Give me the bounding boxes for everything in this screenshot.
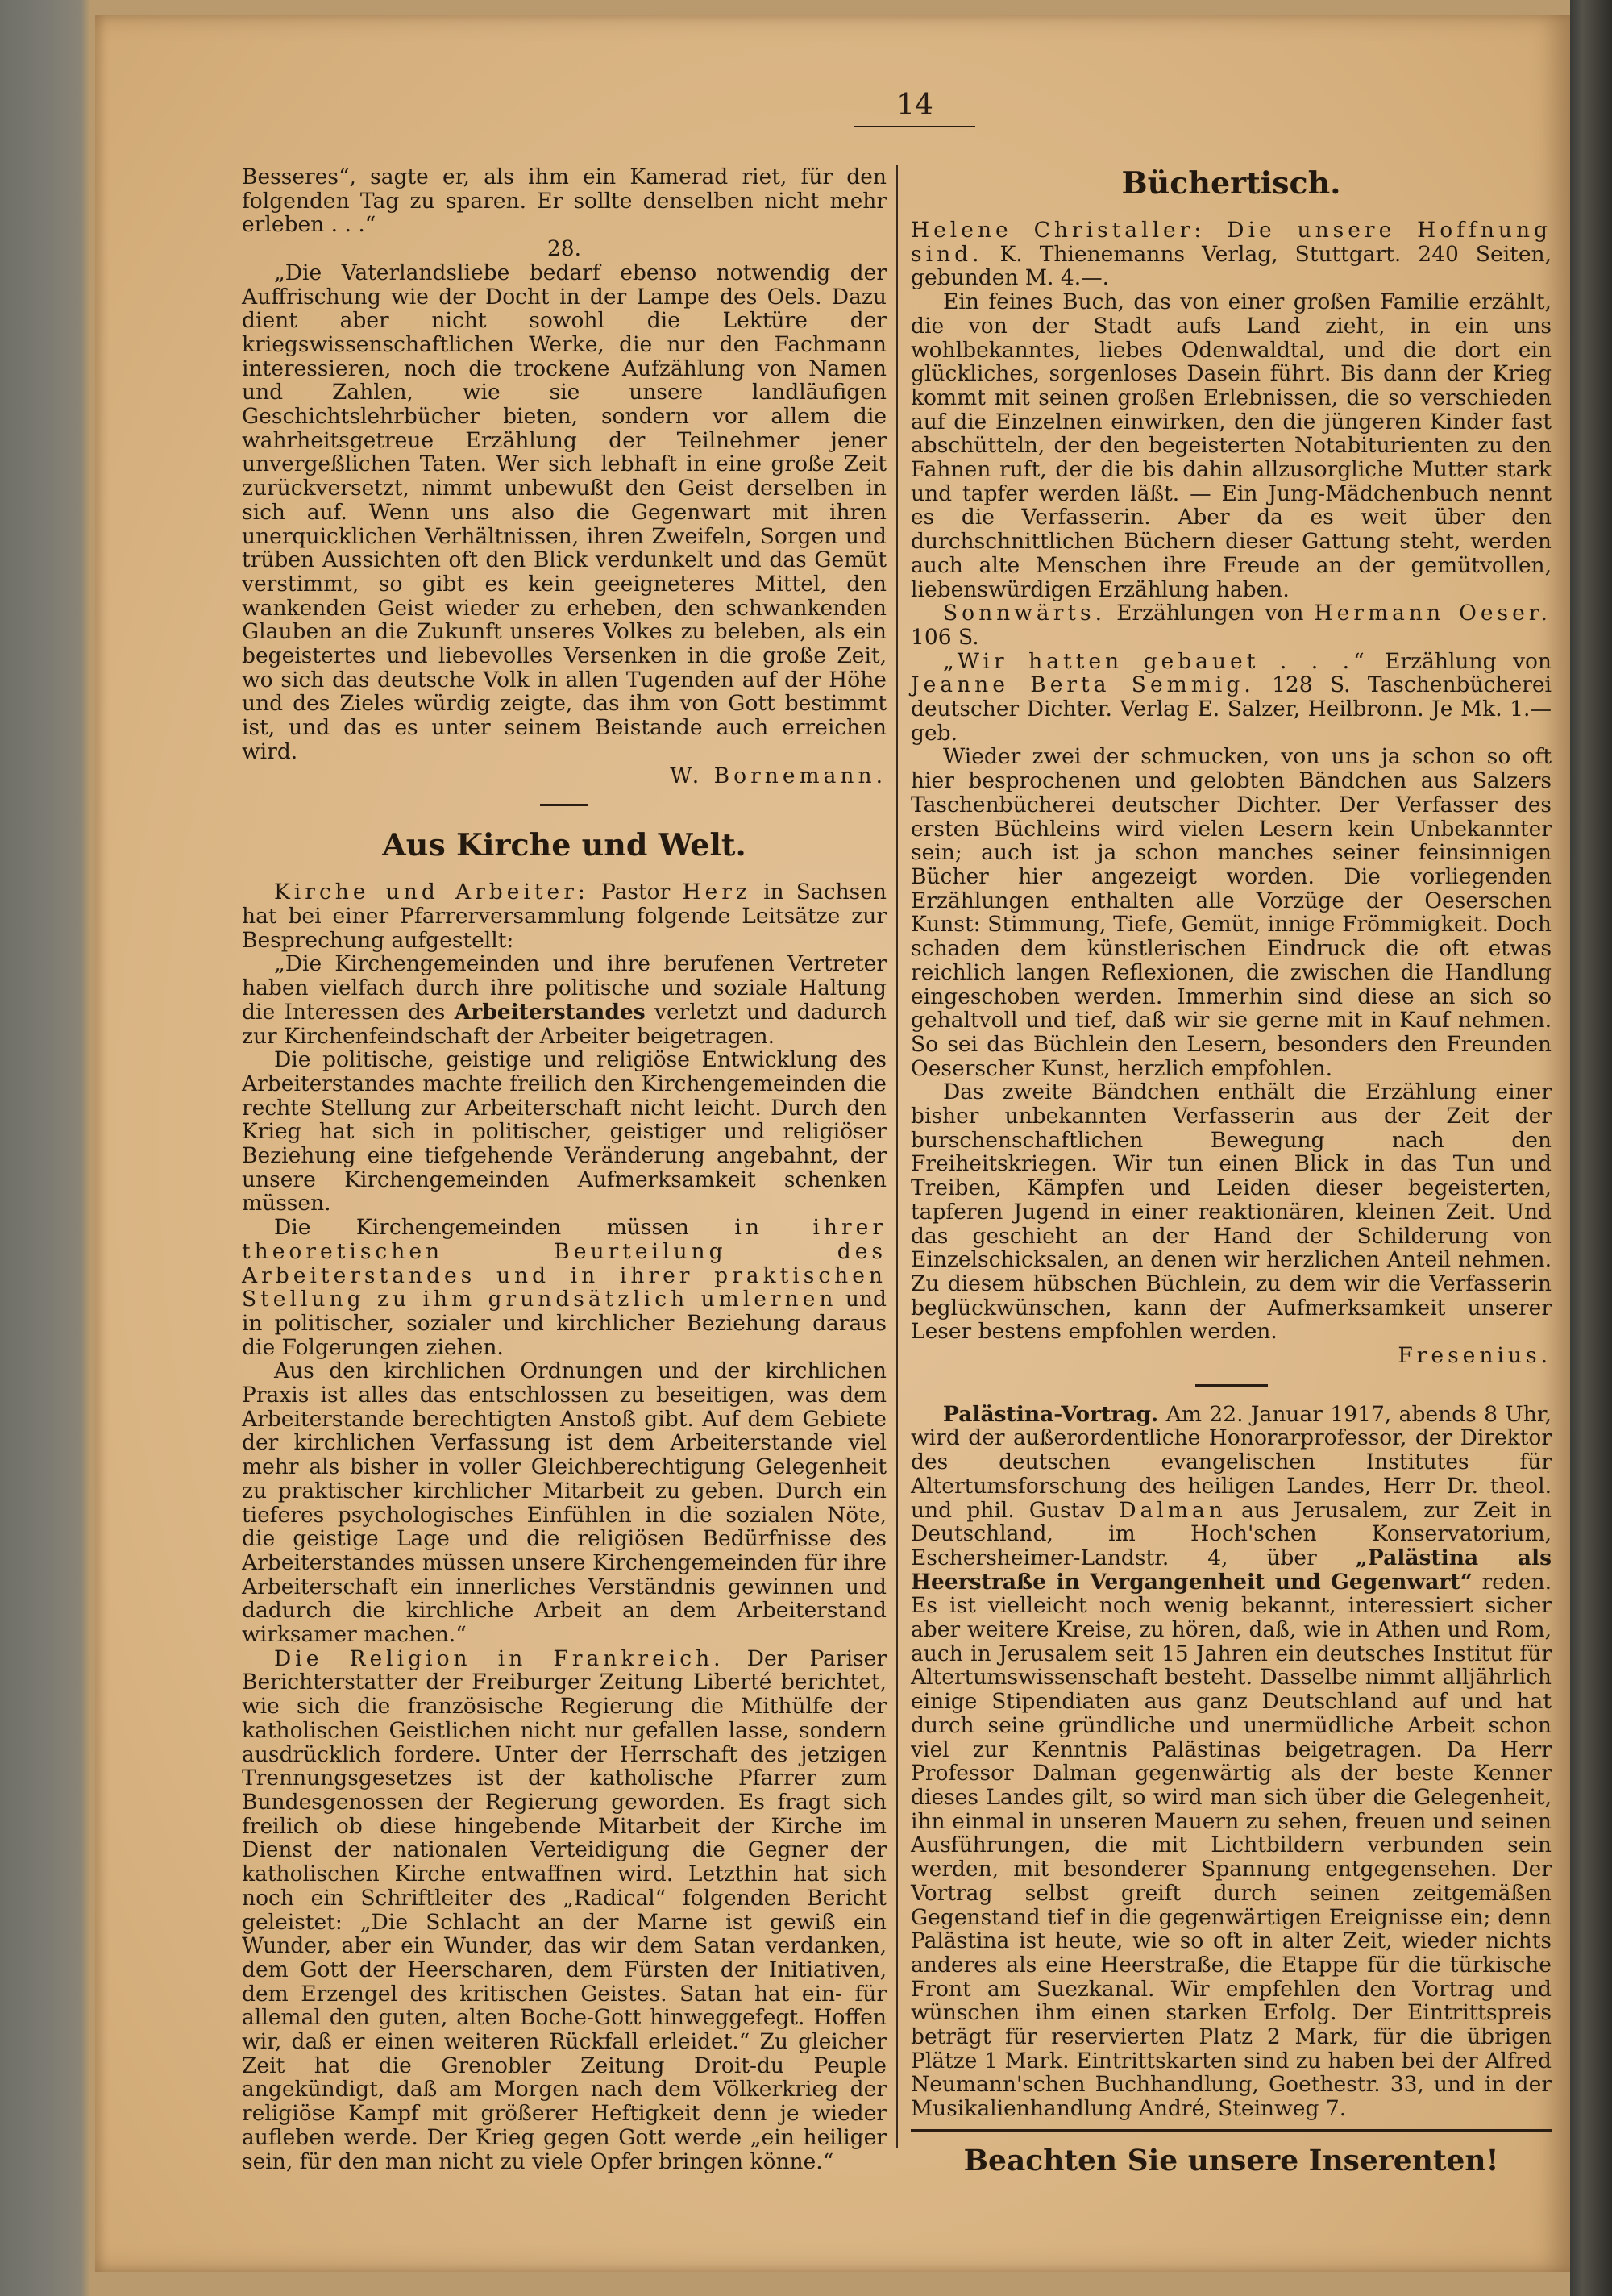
name-herz: Herz: [682, 880, 751, 905]
author-oeser: Hermann Oeser.: [1314, 601, 1552, 626]
book-entry-christaller: [911, 218, 1552, 290]
publisher-info: 128 S. Taschenbücherei deutscher Dichter. Verlag E. Salzer, Heilbronn. Je Mk. 1.— geb.: [911, 672, 1552, 746]
section-divider: [1195, 1384, 1268, 1387]
paragraph-palaestina-vortrag: [911, 1403, 1552, 2121]
paragraph-thesis-2: Die politische, geistige und religiöse Entwicklung des Arbeiterstandes machte freilich den Kirchengemeinden die rechte Stellung zur Arbeiterschaft nicht leicht. Durch den Krieg hat sich in politischer, geistiger und religiöser Beziehung eine tiefgehende Veränderung angebahnt, der unsere Kirchengemeinden Aufmerksamkeit schenken müssen.: [242, 1047, 887, 1217]
pages-info: 106 S.: [911, 624, 979, 650]
section-number: 28.: [546, 236, 582, 262]
name-dalman: Dalman: [1119, 1497, 1227, 1523]
text-span: aus Jerusalem, zur Zeit in Deutschland, im Hoch'schen Konservatorium, Eschersheimer-Landstr. 4, über: [911, 1497, 1552, 1570]
text-span: in Sachsen hat bei einer Pfarrerversammlung folgende Leitsätze zur Besprechung aufgestellt:: [242, 880, 887, 953]
text-span: Pastor: [588, 880, 683, 905]
paragraph-vaterlandsliebe: „Die Vaterlandsliebe bedarf ebenso notwendig der Auffrischung wie der Docht in der Lampe des Oels. Dazu dient aber nicht sowohl die Lektüre der kriegswissenschaftlichen Werke, die nur den Fachmann interessieren, noch die trockene Aufzählung von Namen und Zahlen, wie sie unsere landläufigen Geschichtslehrbücher bieten, sondern vor allem die wahrheitsgetreue Erzählung der Teilnehmer jener unvergeßlichen Taten. Wer sich lebhaft in eine große Zeit zurückversetzt, nimmt unbewußt den Geist derselben in sich auf. Wenn uns also die Gegenwart mit ihren unerquicklichen Verhältnissen, ihren Zweifeln, Sorgen und trüben Aussichten oft den Blick verdunkelt und das Gemüt verstimmt, so gibt es kein geeigneteres Mittel, den wankenden Geist wieder zu erheben, den schwankenden Glauben an die Zukunft unseres Volkes zu beleben, als ein begeistertes und liebevolles Versenken in die große Zeit, wo sich das deutsche Volk in allen Tugenden auf der Höhe und des Zieles würdig zeigte, das ihm von Gott bestimmt ist, und das es unter seinem Beistande auch erreichen wird.: [242, 260, 887, 764]
book-entry-semmig: [911, 650, 1552, 746]
title-sonnwaerts: Sonnwärts.: [943, 601, 1107, 626]
text-span: reden. Es ist vielleicht noch wenig bekannt, interessiert sicher aber weitere Kreise, zu hören, daß, wie in Athen und Rom, auch in Jerusalem seit 15 Jahren ein deutsches Institut für Altertumswissenschaft besteht. Dasselbe nimmt alljährlich einige Stipendiaten aus ganz Deutschland auf und hat durch seine gründliche und unermüdliche Arbeit schon viel zur Kenntnis Palästinas beigetragen. Da Herr Professor Dalman gegenwärtig als der beste Kenner dieses Landes gilt, so wird man sich über die Gelegenheit, ihn einmal in unseren Mauern zu sehen, freuen und seinen Ausführungen, die mit Lichtbildern verbunden sein werden, mit besonderer Spannung entgegensehen. Der Vortrag selbst greift durch seinen zeitgemäßen Gegenstand tief in die gegenwärtigen Ereignisse ein; denn Palästina ist heute, wie so oft in alter Zeit, wieder nichts anderes als eine Heerstraße, die Etappe für die türkische Front am Suezkanal. Wir empfehlen den Vortrag und wünschen ihm einen starken Erfolg. Der Eintrittspreis beträgt für reservierten Platz 2 Mark, für die übrigen Plätze 1 Mark. Eintrittskarten sind zu haben bei der Alfred Neumann'schen Buchhandlung, Goethestr. 33, und in der Musikalienhandlung André, Steinweg 7.: [911, 1569, 1552, 2122]
signature-bornemann: W. Bornemann.: [670, 763, 887, 788]
page-number-rule: [854, 126, 975, 127]
heading-aus-kirche-und-welt: Aus Kirche und Welt.: [382, 826, 746, 863]
text-span: Der Pariser Berichterstatter der Freiburger Zeitung Liberté berichtet, wie sich die französische Regierung die Mithülfe der katholischen Geistlichen nicht nur gefallen lasse, sondern ausdrücklich fordere. Unter der Herrschaft des jetzigen Trennungsgesetzes ist der katholische Pfarrer zum Bundesgenossen der Regierung geworden. Es fragt sich freilich ob diese hingebende Mitarbeit der Kirche im Dienst der nationalen Verteidigung die Gegner der katholischen Kirche entwaffnen wird. Letzthin hat sich noch ein Schriftleiter des „Radical“ folgenden Bericht geleistet: „Die Schlacht an der Marne ist gewiß ein Wunder, aber ein Wunder, das wir dem Satan verdanken, dem Gott der Heerscharen, dem Fürsten der Initiativen, dem Erzengel des kritischen Geistes. Satan hat ein- für allemal den guten, alten Boche-Gott hinweggefegt. Hoffen wir, daß er einen weiteren Rückfall erleidet.“ Zu gleicher Zeit hat die Grenobler Zeitung Droit-du Peuple angekündigt, daß am Morgen nach dem Völkerkrieg der religiöse Kampf mit größerer Heftigkeit denn je wieder aufleben werde. Der Krieg gegen Gott werde „ein heiliger sein, für den man nicht zu viele Opfer bringen könne.“: [242, 1645, 887, 2174]
column-divider: [896, 165, 898, 2148]
text-span: Erzählungen von: [1106, 601, 1315, 626]
bottom-rule: [911, 2129, 1552, 2132]
paragraph-thesis-4: Aus den kirchlichen Ordnungen und der kirchlichen Praxis ist alles das entschlossen zu beseitigen, was dem Arbeiterstande berechtigten Anstoß gibt. Auf dem Gebiete der kirchlichen Verfassung ist dem Arbeiterstande viel mehr als bisher in voller Gleichberechtigung Gelegenheit zu praktischer kirchlicher Mitarbeit zu geben. Durch ein tieferes psychologisches Einfühlen in die sozialen Nöte, die geistige Lage und die religiösen Bedürfnisse des Arbeiterstandes müssen unsere Kirchengemeinden für ihre Arbeiterschaft ein innerliches Verständnis gewinnen und dadurch die kirchliche Arbeit an dem Arbeiterstand wirksamer machen.“: [242, 1358, 887, 1648]
title-die-unsere-hoffnung: Die unsere Hoffnung sind.: [911, 218, 1552, 267]
title-wir-hatten-gebauet: „Wir hatten gebauet . . .“: [943, 648, 1369, 674]
lead-palaestina-vortrag: Palästina-Vortrag.: [943, 1401, 1159, 1427]
paragraph-thesis-1: [242, 952, 887, 1048]
lead-kirche-und-arbeiter: Kirche und Arbeiter:: [274, 880, 589, 905]
review-salzer-baendchen: Wieder zwei der schmucken, von uns ja schon so oft hier besprochenen und gelobten Bändchen aus Salzers Taschenbücherei deutscher Dichter. Der Verfasser des ersten Büchleins wird vielen Lesern kein Unbekannter sein; auch ist ja schon manches seiner feinsinnigen Bücher hier angezeigt worden. Die vorliegenden Erzählungen enthalten alle Vorzüge der Oeserschen Kunst: Stimmung, Tiefe, Gemüt, innige Frömmigkeit. Doch schaden dem künstlerischen Eindruck die oft etwas reichlich langen Reflexionen, die zwischen die Handlung eingeschoben werden. Immerhin sind diese an sich so gehaltvoll und tief, daß wir sie gerne mit in Kauf nehmen. So sei das Büchlein den Lesern, besonders den Freunden Oeserscher Kunst, herzlich empfohlen.: [911, 744, 1552, 1081]
page-number: 14: [896, 89, 933, 122]
paragraph-continued: Besseres“, sagte er, als ihm ein Kamerad riet, für den folgenden Tag zu sparen. Er sollte denselben nicht mehr erleben . . .“: [242, 164, 887, 238]
section-divider: [540, 804, 588, 806]
text-span: Am 22. Januar 1917, abends 8 Uhr, wird der außerordentliche Honorarprofessor, der Direktor des deutschen evangelischen Institutes für Altertumsforschung des heiligen Landes, Herr Dr. theol. und phil. Gustav: [911, 1401, 1552, 1523]
book-entry-sonnwaerts: [911, 601, 1552, 649]
text-span: und in politischer, sozialer und kirchlicher Beziehung daraus die Folgerungen ziehen.: [242, 1287, 887, 1360]
text-span: „Die Kirchengemeinden und ihre berufenen Vertreter haben vielfach durch ihre politische und soziale Haltung die Interessen des: [242, 951, 887, 1025]
review-christaller: Ein feines Buch, das von einer großen Familie erzählt, die von der Stadt aufs Land zieht, in ein uns wohlbekanntes, liebes Odenwaldtal, und die dort ein glückliches, sorgenloses Dasein führt. Bis dann der Krieg kommt mit seinen großen Erlebnissen, die so verschieden auf die Einzelnen einwirken, den die jüngeren Kinder fast abschütteln, der den begeisterten Notabiturienten zu den Fahnen ruft, der die bis dahin allzusorgliche Mutter stark und tapfer werden läßt. — Ein Jung-Mädchenbuch nennt es die Verfasserin. Aber da es weit über den durchschnittlichen Büchern dieser Gattung steht, werden auch alte Menschen ihre Freude an der gemütvollen, liebenswürdigen Erzählung haben.: [911, 289, 1552, 602]
left-column: [242, 165, 887, 2173]
heading-buechertisch: Büchertisch.: [1121, 164, 1341, 201]
bold-arbeiterstandes: Arbeiterstandes: [454, 999, 646, 1025]
paragraph-kirche-und-arbeiter: [242, 880, 887, 952]
paragraph-religion-frankreich: [242, 1647, 887, 2173]
paragraph-thesis-3: [242, 1216, 887, 1359]
banner-beachten-inserenten: Beachten Sie unsere Inserenten!: [963, 2143, 1499, 2177]
publisher-info: K. Thienemanns Verlag, Stuttgart. 240 Seiten, gebunden M. 4.—.: [911, 241, 1552, 291]
bold-lecture-title: „Palästina als Heerstraße in Vergangenheit und Gegenwart“: [911, 1545, 1552, 1595]
right-column: [911, 165, 1552, 2178]
spaced-emphasis: in ihrer theoretischen Beurteilung des Arbeiterstandes und in ihrer praktischen Stellung zu ihm grundsätzlich umlernen: [242, 1215, 887, 1312]
signature-fresenius: Fresenius.: [1398, 1343, 1552, 1369]
lead-religion-in-frankreich: Die Religion in Frankreich.: [274, 1645, 725, 1671]
author-christaller: Helene Christaller:: [911, 218, 1206, 243]
review-zweites-baendchen: Das zweite Bändchen enthält die Erzählung einer bisher unbekannten Verfasserin aus der Zeit der burschenschaftlichen Bewegung nach den Freiheitskriegen. Wir tun einen Blick in das Tun und Treiben, Kämpfen und Leiden dieser begeisterten, tapferen Jugend in einer reaktionären, kleinen Zeit. Und das geschieht an der Hand der Schilderung von Einzelschicksalen, an denen wir herzlichen Anteil nehmen. Zu diesem hübschen Büchlein, zu dem wir die Verfasserin beglückwünschen, kann der Aufmerksamkeit unserer Leser bestens empfohlen werden.: [911, 1079, 1552, 1345]
text-span: Erzählung von: [1368, 648, 1552, 674]
text-span: Die Kirchengemeinden müssen: [274, 1215, 735, 1241]
binding-edge: [1570, 0, 1612, 2296]
author-semmig: Jeanne Berta Semmig.: [911, 672, 1255, 698]
text-span: verletzt und dadurch zur Kirchenfeindschaft der Arbeiter beigetragen.: [242, 999, 887, 1049]
